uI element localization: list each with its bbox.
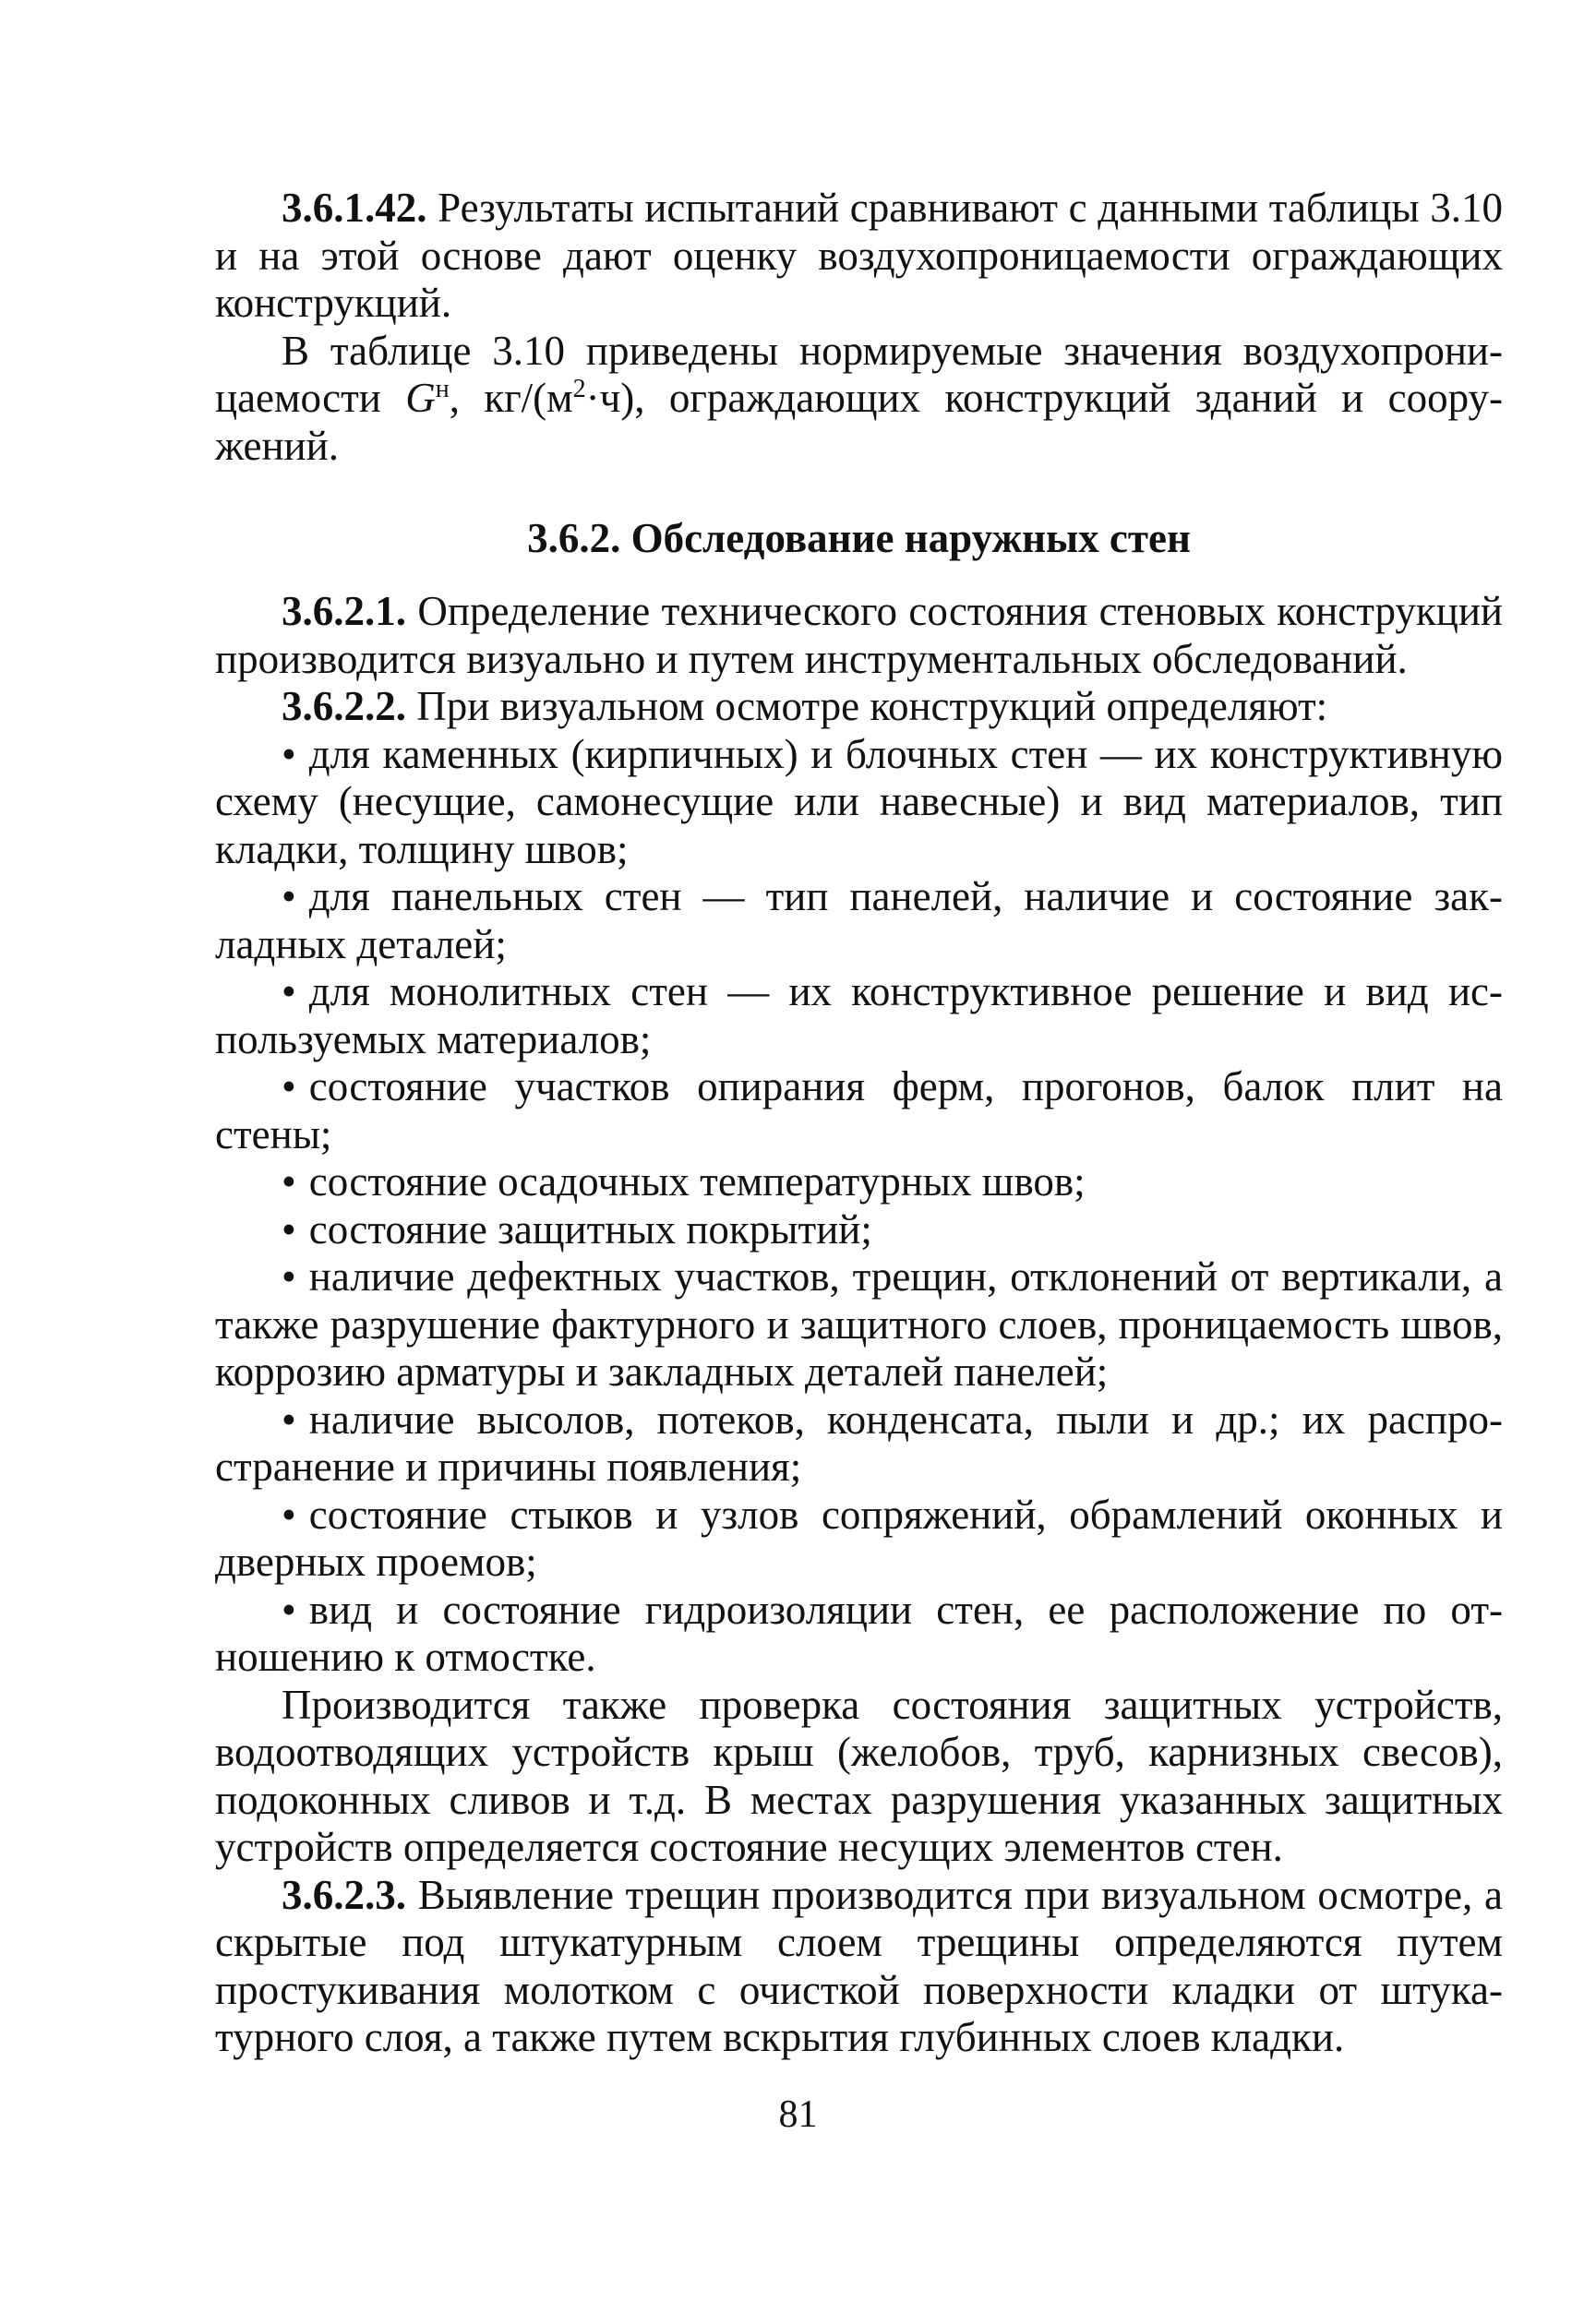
list-item <box>215 1587 1503 1682</box>
paragraph-text: При визуальном осмотре конструкций определяют: <box>406 683 1328 729</box>
paragraph-text: В таблице 3.10 приведены нормируемые значения воздухопроницаемости <box>215 327 1503 421</box>
paragraph-text: Производится также проверка состояния защитных устройств, водоотводящих устройств крыш (желобов, труб, карнизных свесов), подоконных сливов и т.д. В местах разрушения указанных защитных устройств определяется состояние несущих элементов стен. <box>215 1681 1503 1870</box>
bullet-icon: • <box>282 1586 296 1633</box>
clause-number: 3.6.2.1. <box>282 588 406 634</box>
bullet-icon: • <box>282 1253 296 1300</box>
bullet-icon: • <box>282 968 296 1014</box>
bullet-icon: • <box>282 730 296 777</box>
list-item <box>215 873 1503 968</box>
list-item-text: состояние стыков и узлов сопряжений, обрамлений оконных и дверных проемов; <box>215 1491 1503 1585</box>
unit-superscript: 2 <box>572 375 586 403</box>
unit-text: , кг/(м <box>449 375 573 421</box>
paragraph-text: Определение технического состояния стеновых конструкций производится визуально и путем инструментальных обследований. <box>215 588 1503 682</box>
bullet-icon: • <box>282 873 296 919</box>
bullet-list <box>215 731 1503 1682</box>
list-item-text: состояние защитных покрытий; <box>308 1205 872 1253</box>
paragraph-3-6-2-3 <box>215 1872 1503 2062</box>
paragraph-protective-devices <box>215 1682 1503 1872</box>
list-item <box>215 968 1503 1063</box>
list-item-text: для панельных стен — тип панелей, наличие и состояние закладных деталей; <box>215 873 1503 967</box>
paragraph-3-6-1-42 <box>215 185 1503 328</box>
paragraph-text: ·ч), ограждающих конструкций зданий и сооружений. <box>215 375 1504 469</box>
list-item-text: для каменных (кирпичных) и блочных стен — их конструктивную схему (несущие, самонесущие или навесные) и вид материалов, тип кладки, толщину швов; <box>215 730 1503 872</box>
bullet-icon: • <box>282 1158 296 1205</box>
clause-number: 3.6.2.3. <box>282 1871 406 1918</box>
list-item <box>215 1158 1503 1206</box>
paragraph-3-6-2-1 <box>215 588 1503 683</box>
clause-number: 3.6.2.2. <box>282 683 406 729</box>
paragraph-table-reference <box>215 328 1503 471</box>
section-heading: 3.6.2. Обследование наружных стен <box>527 515 1191 561</box>
clause-number: 3.6.1.42. <box>282 185 427 231</box>
list-item <box>215 1253 1503 1397</box>
paragraph-text: Выявление трещин производится при визуальном осмотре, а скрытые под штукатурным слоем трещины определяются путем простукивания молотком с очисткой поверхности кладки от штукатурного слоя, а также путем вскрытия глубинных слоев кладки. <box>215 1871 1503 2060</box>
list-item-text: вид и состояние гидроизоляции стен, ее расположение по отношению к отмостке. <box>215 1586 1503 1680</box>
list-item <box>215 1206 1503 1254</box>
paragraph-3-6-2-2 <box>215 683 1503 731</box>
bullet-icon: • <box>282 1396 296 1443</box>
list-item-text: для монолитных стен — их конструктивное решение и вид используемых материалов; <box>215 968 1503 1062</box>
list-item <box>215 1492 1503 1587</box>
paragraph-text: Результаты испытаний сравнивают с данными таблицы 3.10 и на этой основе дают оценку воздухопроницаемости ограждающих конструкций. <box>215 185 1503 326</box>
list-item <box>215 1063 1503 1158</box>
symbol-g: G <box>405 375 436 421</box>
list-item-text: наличие высолов, потеков, конденсата, пыли и др.; их распространение и причины появления; <box>215 1396 1503 1490</box>
bullet-icon: • <box>282 1491 296 1538</box>
list-item <box>215 731 1503 874</box>
symbol-superscript: н <box>435 375 450 403</box>
bullet-icon: • <box>282 1205 296 1253</box>
bullet-icon: • <box>282 1063 296 1109</box>
list-item-text: состояние осадочных температурных швов; <box>308 1158 1086 1205</box>
list-item <box>215 1397 1503 1492</box>
page-body <box>215 185 1503 2062</box>
list-item-text: наличие дефектных участков, трещин, отклонений от вертикали, а также разрушение фактурного и защитного слоев, проницаемость швов, коррозию арматуры и закладных деталей панелей; <box>215 1253 1503 1395</box>
page-number: 81 <box>778 2093 818 2136</box>
list-item-text: состояние участков опирания ферм, прогонов, балок плит на стены; <box>215 1063 1503 1157</box>
